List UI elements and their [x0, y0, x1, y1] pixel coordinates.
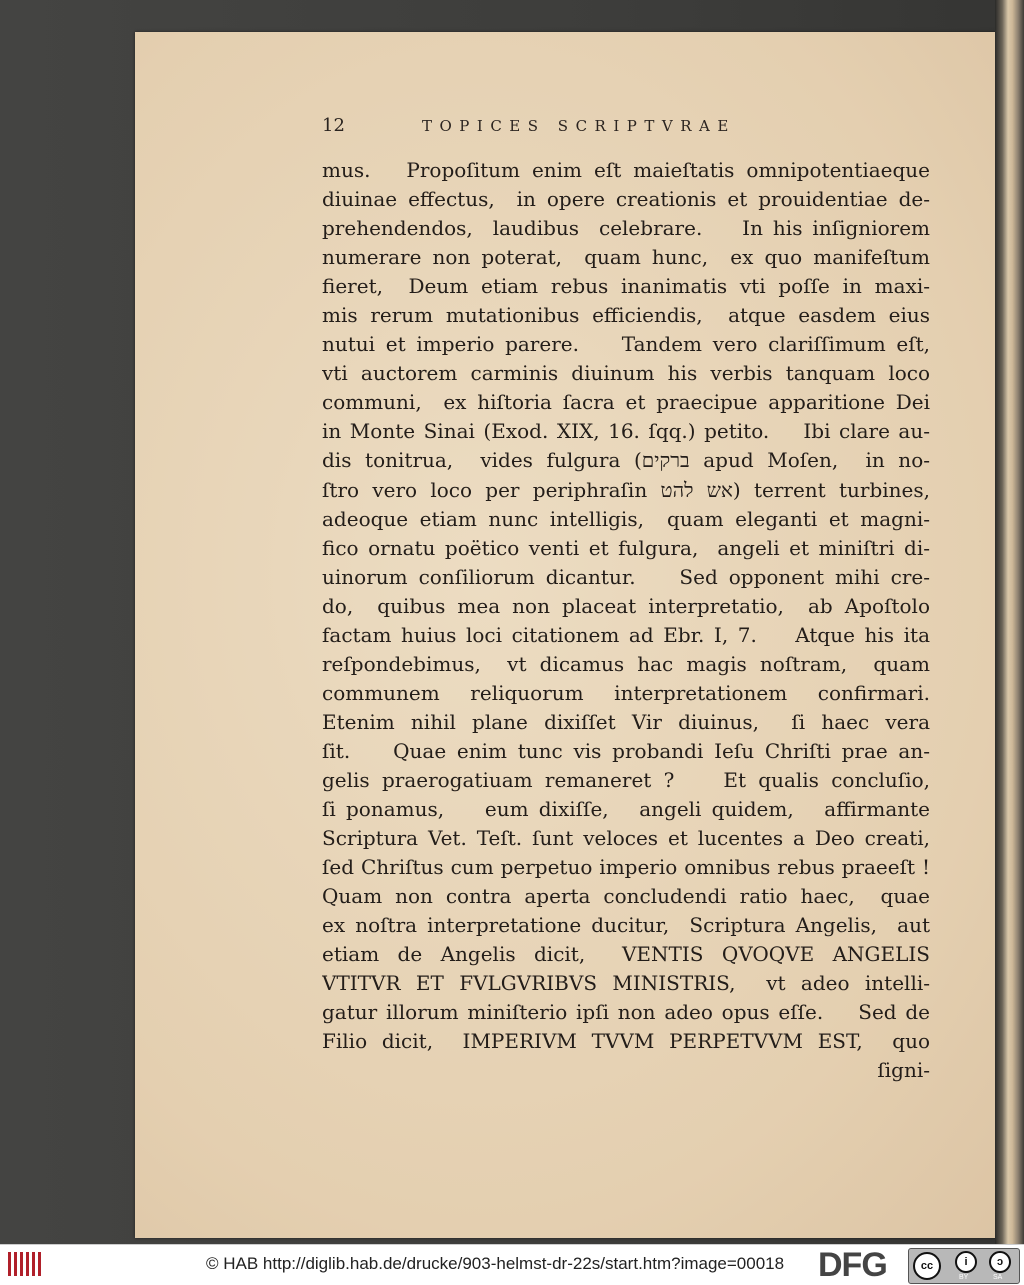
text-line: fico ornatu poëtico venti et fulgura, angeli et miniſtri di- — [322, 535, 930, 560]
text-line: gatur illorum miniſterio ipſi non adeo opus eſſe. Sed de — [322, 1000, 930, 1025]
text-line: communem reliquorum interpretationem confirmari. — [322, 680, 930, 705]
text-line: Filio dicit, IMPERIVM TVVM PERPETVVM EST, quo — [322, 1029, 930, 1054]
viewer-footer — [0, 1244, 1024, 1285]
text-line: in Monte Sinai (Exod. XIX, 16. ſqq.) petito. Ibi clare au- — [322, 419, 930, 444]
text-line: adeoque etiam nunc intelligis, quam eleganti et magni- — [322, 506, 930, 531]
text-line: prehendendos, laudibus celebrare. In his inſigniorem — [322, 216, 930, 241]
running-head-title: TOPICES SCRIPTVRAE — [422, 117, 736, 135]
sa-label: SA — [993, 1274, 1003, 1281]
text-line: ſtro vero loco per periphraſin אש להט) terrent turbines, — [322, 477, 930, 502]
text-line: ſed Chriſtus cum perpetuo imperio omnibus rebus praeeſt ! — [322, 855, 930, 880]
library-logo-icon — [6, 1250, 46, 1278]
dfg-logo[interactable]: DFG — [818, 1246, 887, 1284]
by-label: BY — [959, 1274, 969, 1281]
text-line: do, quibus mea non placeat interpretatio, ab Apoſtolo — [322, 593, 930, 618]
text-line: ſi ponamus, eum dixiſſe, angeli quidem, affirmante — [322, 797, 930, 822]
text-line: vti auctorem carminis diuinum his verbis tanquam loco — [322, 361, 930, 386]
text-line: uinorum conſiliorum dicantur. Sed opponent mihi cre- — [322, 564, 930, 589]
text-line: Quam non contra aperta concludendi ratio haec, quae — [322, 884, 930, 909]
text-line: gelis praerogatiuam remaneret ? Et qualis concluſio, — [322, 767, 930, 792]
text-line: diuinae effectus, in opere creationis et prouidentiae de- — [322, 187, 930, 212]
text-line: numerare non poterat, quam hunc, ex quo manifeſtum — [322, 245, 930, 270]
catchword: ſigni- — [877, 1058, 930, 1083]
text-line: fieret, Deum etiam rebus inanimatis vti poſſe in maxi- — [322, 274, 930, 299]
share-alike-icon: ↄ — [989, 1251, 1011, 1273]
page-number: 12 — [322, 115, 345, 136]
text-line: dis tonitrua, vides fulgura (ברקים apud Moſen, in no- — [322, 448, 930, 473]
text-line: VTITVR ET FVLGVRIBVS MINISTRIS, vt adeo intelli- — [322, 971, 930, 996]
book-spine-edge — [995, 0, 1024, 1244]
cc-license-badge[interactable] — [908, 1248, 1020, 1284]
text-line: Etenim nihil plane dixiſſet Vir diuinus, ſi haec vera — [322, 709, 930, 734]
source-link[interactable]: © HAB http://diglib.hab.de/drucke/903-helmst-dr-22s/start.htm?image=00018 — [206, 1254, 785, 1273]
body-text — [322, 156, 930, 1086]
text-line: Scriptura Vet. Teſt. ſunt veloces et lucentes a Deo creati, — [322, 826, 930, 851]
running-head — [322, 115, 842, 141]
cc-icon: cc — [913, 1252, 941, 1280]
text-line: mis rerum mutationibus efficiendis, atque easdem eius — [322, 303, 930, 328]
text-line: mus. Propoſitum enim eſt maieſtatis omnipotentiaeque — [322, 158, 930, 182]
attribution-icon: i — [955, 1251, 977, 1273]
text-line: ſit. Quae enim tunc vis probandi Ieſu Chriſti prae an- — [322, 738, 930, 763]
text-line: communi, ex hiſtoria ſacra et praecipue apparitione Dei — [322, 390, 930, 415]
text-line: ex noſtra interpretatione ducitur, Scriptura Angelis, aut — [322, 913, 930, 938]
text-line: etiam de Angelis dicit, VENTIS QVOQVE ANGELIS — [322, 942, 930, 967]
text-line: factam huius loci citationem ad Ebr. I, 7. Atque his ita — [322, 622, 930, 647]
text-line: nutui et imperio parere. Tandem vero clariſſimum eſt, — [322, 332, 930, 357]
text-line: reſpondebimus, vt dicamus hac magis noſtram, quam — [322, 651, 930, 676]
